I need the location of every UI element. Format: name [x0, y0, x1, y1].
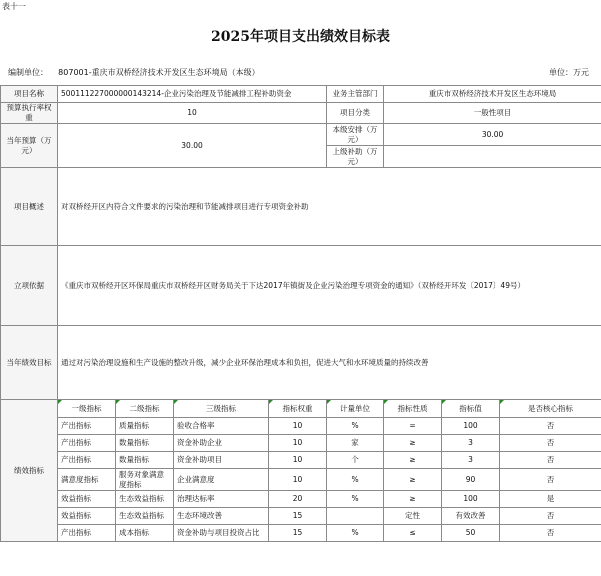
cell: 生态环境改善: [174, 508, 269, 525]
cell: 数量指标: [116, 452, 174, 469]
dept-value: 重庆市双桥经济技术开发区生态环境局: [384, 86, 601, 103]
cell: 否: [500, 469, 601, 491]
sheet-label: 表十一: [2, 2, 26, 11]
cell: 效益指标: [58, 508, 116, 525]
cell: ≤: [384, 525, 442, 542]
cell: 15: [269, 525, 327, 542]
cell: 治理达标率: [174, 491, 269, 508]
cell: ≥: [384, 469, 442, 491]
weight-value: 10: [58, 103, 327, 124]
cell: 否: [500, 452, 601, 469]
category-label: 项目分类: [327, 103, 384, 124]
cell: 个: [327, 452, 384, 469]
cell: %: [327, 469, 384, 491]
cell: 90: [442, 469, 500, 491]
cell: %: [327, 418, 384, 435]
cell: 满意度指标: [58, 469, 116, 491]
goal-value: 通过对污染治理设施和生产设施的整改升级，减少企业环保治理成本和负担，促进大气和水环境质量的持续改善: [58, 326, 601, 400]
table-row: [1, 418, 601, 435]
cell: ≥: [384, 491, 442, 508]
cell: 资金补助企业: [174, 435, 269, 452]
cell: 是: [500, 491, 601, 508]
weight-label: 预算执行率权重: [1, 103, 58, 124]
overview-label: 项目概述: [1, 168, 58, 246]
project-name-value: 500111227000000143214-企业污染治理及节能减排工程补助资金: [58, 86, 327, 103]
cell: [327, 508, 384, 525]
cell: 产出指标: [58, 525, 116, 542]
unit-label: 单位：万元: [549, 68, 589, 77]
budget-label: 当年预算（万元）: [1, 124, 58, 168]
table-row: [1, 491, 601, 508]
cell: 产出指标: [58, 452, 116, 469]
project-name-label: 项目名称: [1, 86, 58, 103]
cell: =: [384, 418, 442, 435]
basis-value: 《重庆市双桥经开区环保局重庆市双桥经开区财务局关于下达2017年镇街及企业污染治理专项资金的通知》（双桥经开环发〔2017〕49号）: [58, 246, 601, 326]
cell: 否: [500, 508, 601, 525]
header-core: 是否核心指标: [500, 400, 601, 418]
header-weight: 指标权重: [269, 400, 327, 418]
header-nature: 指标性质: [384, 400, 442, 418]
cell: 10: [269, 469, 327, 491]
cell: 10: [269, 435, 327, 452]
cell: ≥: [384, 452, 442, 469]
basis-label: 立项依据: [1, 246, 58, 326]
dept-label: 业务主管部门: [327, 86, 384, 103]
upper-label: 上级补助（万元）: [327, 146, 384, 168]
org-value: 807001-重庆市双桥经济技术开发区生态环境局（本级）: [58, 68, 260, 77]
cell: 资金补助与项目投资占比: [174, 525, 269, 542]
cell: 15: [269, 508, 327, 525]
header-level3: 三级指标: [174, 400, 269, 418]
table-row: [1, 469, 601, 491]
performance-table: [0, 85, 601, 542]
overview-value: 对双桥经开区内符合文件要求的污染治理和节能减排项目进行专项资金补助: [58, 168, 601, 246]
page-title: 2025年项目支出绩效目标表: [211, 29, 390, 45]
cell: 否: [500, 525, 601, 542]
table-row: [1, 508, 601, 525]
cell: 定性: [384, 508, 442, 525]
cell: 100: [442, 491, 500, 508]
table-row: [1, 525, 601, 542]
cell: 产出指标: [58, 418, 116, 435]
goal-label: 当年绩效目标: [1, 326, 58, 400]
header-unit: 计量单位: [327, 400, 384, 418]
category-value: 一般性项目: [384, 103, 601, 124]
cell: 3: [442, 452, 500, 469]
cell: 20: [269, 491, 327, 508]
header-level1: 一级指标: [58, 400, 116, 418]
cell: 数量指标: [116, 435, 174, 452]
cell: 家: [327, 435, 384, 452]
cell: 生态效益指标: [116, 491, 174, 508]
cell: 资金补助项目: [174, 452, 269, 469]
cell: 50: [442, 525, 500, 542]
cell: 质量指标: [116, 418, 174, 435]
upper-value: [384, 146, 601, 168]
cell: 成本指标: [116, 525, 174, 542]
cell: 100: [442, 418, 500, 435]
org-row: [8, 67, 260, 78]
perf-label: 绩效指标: [1, 400, 58, 542]
cell: %: [327, 491, 384, 508]
cell: 企业满意度: [174, 469, 269, 491]
cell: 服务对象满意度指标: [116, 469, 174, 491]
cell: 10: [269, 452, 327, 469]
table-row: [1, 435, 601, 452]
org-label: 编制单位：: [8, 68, 48, 77]
local-label: 本级安排（万元）: [327, 124, 384, 146]
cell: 产出指标: [58, 435, 116, 452]
cell: 否: [500, 435, 601, 452]
cell: 3: [442, 435, 500, 452]
cell: 10: [269, 418, 327, 435]
cell: %: [327, 525, 384, 542]
budget-value: 30.00: [58, 124, 327, 168]
header-value: 指标值: [442, 400, 500, 418]
cell: ≥: [384, 435, 442, 452]
cell: 有效改善: [442, 508, 500, 525]
cell: 否: [500, 418, 601, 435]
cell: 生态效益指标: [116, 508, 174, 525]
cell: 验收合格率: [174, 418, 269, 435]
local-value: 30.00: [384, 124, 601, 146]
table-row: [1, 452, 601, 469]
cell: 效益指标: [58, 491, 116, 508]
header-level2: 二级指标: [116, 400, 174, 418]
